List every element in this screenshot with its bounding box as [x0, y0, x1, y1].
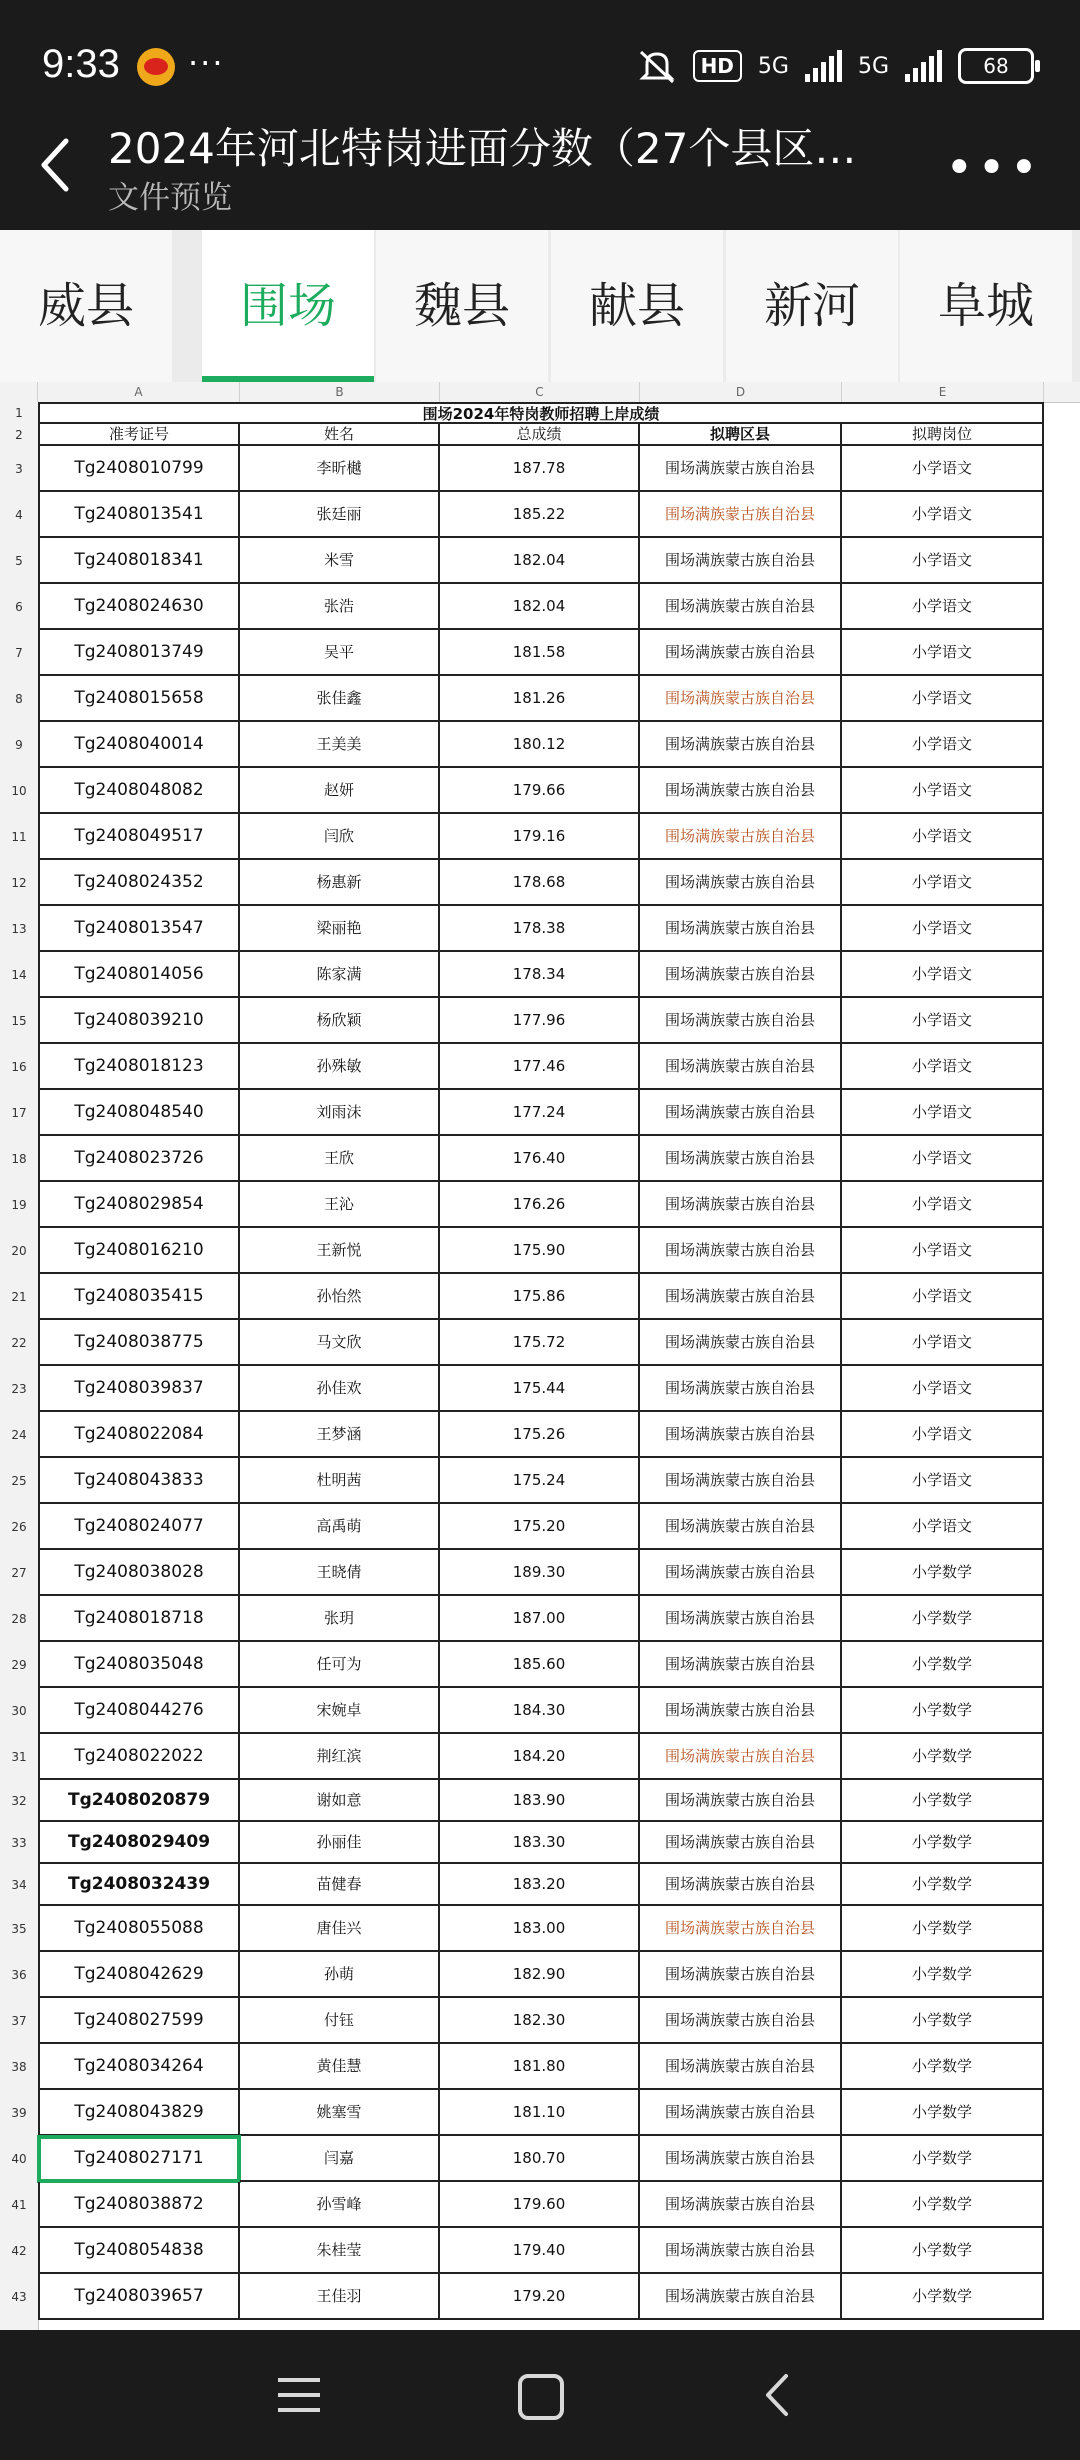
row-number[interactable]: 11 — [11, 830, 27, 844]
corner-cell — [0, 382, 38, 402]
row-number[interactable]: 20 — [11, 1244, 27, 1258]
system-nav-bar — [0, 2330, 1080, 2460]
table-cell-id[interactable]: Tg2408014056 — [38, 952, 240, 998]
row-number[interactable]: 21 — [11, 1290, 27, 1304]
table-cell-name[interactable]: 任可为 — [240, 1642, 440, 1688]
row-number[interactable]: 16 — [11, 1060, 27, 1074]
row-number[interactable]: 22 — [11, 1336, 27, 1350]
table-cell-county[interactable]: 围场满族蒙古族自治县 — [640, 2090, 842, 2136]
row-number[interactable]: 35 — [11, 1922, 27, 1936]
table-cell-id[interactable]: Tg2408018341 — [38, 538, 240, 584]
table-cell-id[interactable]: Tg2408018123 — [38, 1044, 240, 1090]
row-number[interactable]: 8 — [15, 692, 23, 706]
table-cell-county[interactable]: 围场满族蒙古族自治县 — [640, 2182, 842, 2228]
document-title: 2024年河北特岗进面分数（27个县区… — [108, 124, 857, 173]
row-number[interactable]: 12 — [11, 876, 27, 890]
table-cell-county[interactable]: 围场满族蒙古族自治县 — [640, 2044, 842, 2090]
table-cell-score[interactable]: 181.58 — [440, 630, 640, 676]
table-cell-post[interactable]: 小学语文 — [842, 446, 1044, 492]
more-icon[interactable]: ••• — [945, 140, 1042, 196]
table-cell-id[interactable]: Tg2408040014 — [38, 722, 240, 768]
table-cell-county[interactable]: 围场满族蒙古族自治县 — [640, 1952, 842, 1998]
table-cell-post[interactable]: 小学数学 — [842, 1864, 1044, 1906]
row-number[interactable]: 23 — [11, 1382, 27, 1396]
status-time: 9:33 — [42, 42, 120, 86]
table-cell-county[interactable]: 围场满族蒙古族自治县 — [640, 952, 842, 998]
table-cell-score[interactable]: 182.30 — [440, 1998, 640, 2044]
table-cell-score[interactable]: 177.96 — [440, 998, 640, 1044]
table-cell-name[interactable]: 王新悦 — [240, 1228, 440, 1274]
table-cell-county[interactable]: 围场满族蒙古族自治县 — [640, 538, 842, 584]
table-cell-post[interactable]: 小学语文 — [842, 1412, 1044, 1458]
table-cell-county[interactable]: 围场满族蒙古族自治县 — [640, 1458, 842, 1504]
table-cell-score[interactable]: 183.90 — [440, 1780, 640, 1822]
table-cell-id[interactable]: Tg2408042629 — [38, 1952, 240, 1998]
table-cell-county[interactable]: 围场满族蒙古族自治县 — [640, 2274, 842, 2320]
table-cell-score[interactable]: 183.00 — [440, 1906, 640, 1952]
nav-back-icon[interactable] — [762, 2372, 792, 2418]
table-cell-id[interactable]: Tg2408048540 — [38, 1090, 240, 1136]
table-cell-id[interactable]: Tg2408027171 — [38, 2136, 240, 2182]
table-cell-score[interactable]: 176.26 — [440, 1182, 640, 1228]
table-cell-name[interactable]: 杨惠新 — [240, 860, 440, 906]
table-cell-county[interactable]: 围场满族蒙古族自治县 — [640, 1998, 842, 2044]
header-cell[interactable]: 总成绩 — [440, 424, 640, 446]
table-cell-name[interactable]: 王晓倩 — [240, 1550, 440, 1596]
row-number[interactable]: 15 — [11, 1014, 27, 1028]
table-cell-name[interactable]: 荆红滨 — [240, 1734, 440, 1780]
row-number[interactable]: 10 — [11, 784, 27, 798]
table-cell-county[interactable]: 围场满族蒙古族自治县 — [640, 906, 842, 952]
tab-weixian[interactable]: 威县 — [0, 230, 172, 382]
table-cell-name[interactable]: 梁丽艳 — [240, 906, 440, 952]
table-cell-post[interactable]: 小学语文 — [842, 1458, 1044, 1504]
table-cell-post[interactable]: 小学语文 — [842, 768, 1044, 814]
row-number[interactable]: 38 — [11, 2060, 27, 2074]
table-cell-id[interactable]: Tg2408015658 — [38, 676, 240, 722]
table-cell-county[interactable]: 围场满族蒙古族自治县 — [640, 1320, 842, 1366]
table-cell-id[interactable]: Tg2408043829 — [38, 2090, 240, 2136]
table-cell-post[interactable]: 小学语文 — [842, 1136, 1044, 1182]
signal-icon-2 — [905, 50, 942, 82]
table-cell-county[interactable]: 围场满族蒙古族自治县 — [640, 676, 842, 722]
table-cell-id[interactable]: Tg2408013541 — [38, 492, 240, 538]
table-cell-id[interactable]: Tg2408039837 — [38, 1366, 240, 1412]
table-cell-score[interactable]: 183.20 — [440, 1864, 640, 1906]
top-bar — [0, 0, 1080, 230]
table-cell-post[interactable]: 小学语文 — [842, 1182, 1044, 1228]
table-cell-post[interactable]: 小学数学 — [842, 1688, 1044, 1734]
table-cell-id[interactable]: Tg2408029854 — [38, 1182, 240, 1228]
table-cell-county[interactable]: 围场满族蒙古族自治县 — [640, 1136, 842, 1182]
row-number[interactable]: 36 — [11, 1968, 27, 1982]
table-cell-id[interactable]: Tg2408055088 — [38, 1906, 240, 1952]
table-cell-county[interactable]: 围场满族蒙古族自治县 — [640, 768, 842, 814]
table-cell-id[interactable]: Tg2408020879 — [38, 1780, 240, 1822]
table-cell-score[interactable]: 185.22 — [440, 492, 640, 538]
table-cell-id[interactable]: Tg2408035415 — [38, 1274, 240, 1320]
table-cell-score[interactable]: 187.00 — [440, 1596, 640, 1642]
table-cell-post[interactable]: 小学语文 — [842, 1090, 1044, 1136]
row-number[interactable]: 1 — [15, 406, 23, 420]
table-cell-county[interactable]: 围场满族蒙古族自治县 — [640, 1044, 842, 1090]
header-cell[interactable]: 拟聘岗位 — [842, 424, 1044, 446]
row-number[interactable]: 32 — [11, 1794, 27, 1808]
table-cell-county[interactable]: 围场满族蒙古族自治县 — [640, 1688, 842, 1734]
table-cell-id[interactable]: Tg2408054838 — [38, 2228, 240, 2274]
mute-icon — [637, 48, 677, 84]
row-number[interactable]: 33 — [11, 1836, 27, 1850]
battery-icon: 68 — [958, 48, 1034, 84]
table-cell-county[interactable]: 围场满族蒙古族自治县 — [640, 722, 842, 768]
weibo-icon — [137, 48, 175, 86]
table-cell-post[interactable]: 小学语文 — [842, 860, 1044, 906]
row-number[interactable]: 42 — [11, 2244, 27, 2258]
table-cell-score[interactable]: 189.30 — [440, 1550, 640, 1596]
column-header[interactable]: D — [640, 382, 842, 402]
table-cell-score[interactable]: 181.26 — [440, 676, 640, 722]
table-cell-id[interactable]: Tg2408029409 — [38, 1822, 240, 1864]
table-cell-score[interactable]: 175.20 — [440, 1504, 640, 1550]
table-cell-id[interactable]: Tg2408024630 — [38, 584, 240, 630]
table-cell-name[interactable]: 吴平 — [240, 630, 440, 676]
table-cell-score[interactable]: 178.38 — [440, 906, 640, 952]
table-cell-county[interactable]: 围场满族蒙古族自治县 — [640, 446, 842, 492]
table-cell-post[interactable]: 小学语文 — [842, 1504, 1044, 1550]
status-icons — [637, 44, 1034, 88]
table-cell-name[interactable]: 孙佳欢 — [240, 1366, 440, 1412]
row-number[interactable]: 30 — [11, 1704, 27, 1718]
table-cell-name[interactable]: 黄佳慧 — [240, 2044, 440, 2090]
table-cell-name[interactable]: 唐佳兴 — [240, 1906, 440, 1952]
table-cell-id[interactable]: Tg2408038775 — [38, 1320, 240, 1366]
table-cell-county[interactable]: 围场满族蒙古族自治县 — [640, 1228, 842, 1274]
table-cell-post[interactable]: 小学数学 — [842, 1952, 1044, 1998]
column-header[interactable]: A — [38, 382, 240, 402]
table-cell-id[interactable]: Tg2408038872 — [38, 2182, 240, 2228]
table-cell-id[interactable]: Tg2408032439 — [38, 1864, 240, 1906]
column-header-bar — [0, 382, 1080, 403]
table-cell-id[interactable]: Tg2408043833 — [38, 1458, 240, 1504]
row-number[interactable]: 27 — [11, 1566, 27, 1580]
table-cell-post[interactable]: 小学数学 — [842, 1734, 1044, 1780]
row-number[interactable]: 4 — [15, 508, 23, 522]
table-cell-score[interactable]: 178.68 — [440, 860, 640, 906]
row-number[interactable]: 43 — [11, 2290, 27, 2304]
table-cell-post[interactable]: 小学数学 — [842, 2228, 1044, 2274]
table-cell-county[interactable]: 围场满族蒙古族自治县 — [640, 1412, 842, 1458]
table-cell-score[interactable]: 180.70 — [440, 2136, 640, 2182]
table-cell-score[interactable]: 185.60 — [440, 1642, 640, 1688]
table-cell-score[interactable]: 184.20 — [440, 1734, 640, 1780]
hd-icon: HD — [693, 50, 742, 82]
table-cell-id[interactable]: Tg2408048082 — [38, 768, 240, 814]
network-label-2: 5G — [857, 53, 889, 79]
table-cell-id[interactable]: Tg2408024077 — [38, 1504, 240, 1550]
table-cell-post[interactable]: 小学数学 — [842, 2090, 1044, 2136]
table-cell-name[interactable]: 陈家满 — [240, 952, 440, 998]
table-cell-score[interactable]: 175.44 — [440, 1366, 640, 1412]
table-cell-name[interactable]: 闫嘉 — [240, 2136, 440, 2182]
table-cell-name[interactable]: 孙丽佳 — [240, 1822, 440, 1864]
table-cell-county[interactable]: 围场满族蒙古族自治县 — [640, 998, 842, 1044]
table-cell-county[interactable]: 围场满族蒙古族自治县 — [640, 1864, 842, 1906]
row-number[interactable]: 34 — [11, 1878, 27, 1892]
document-subtitle: 文件预览 — [108, 180, 232, 216]
table-cell-county[interactable]: 围场满族蒙古族自治县 — [640, 1366, 842, 1412]
row-number[interactable]: 26 — [11, 1520, 27, 1534]
back-arrow-icon[interactable] — [36, 135, 76, 195]
table-cell-score[interactable]: 179.20 — [440, 2274, 640, 2320]
table-cell-post[interactable]: 小学语文 — [842, 906, 1044, 952]
table-cell-name[interactable]: 朱桂莹 — [240, 2228, 440, 2274]
table-cell-score[interactable]: 183.30 — [440, 1822, 640, 1864]
sheet-tabs — [0, 230, 1080, 382]
table-cell-post[interactable]: 小学语文 — [842, 1320, 1044, 1366]
tab-xianxian[interactable]: 献县 — [551, 230, 723, 382]
row-number[interactable]: 31 — [11, 1750, 27, 1764]
header-cell[interactable]: 准考证号 — [38, 424, 240, 446]
table-cell-name[interactable]: 王佳羽 — [240, 2274, 440, 2320]
table-cell-score[interactable]: 181.10 — [440, 2090, 640, 2136]
more-notifications-icon: ··· — [188, 44, 225, 82]
table-cell-name[interactable]: 谢如意 — [240, 1780, 440, 1822]
table-cell-id[interactable]: Tg2408022084 — [38, 1412, 240, 1458]
row-number[interactable]: 13 — [11, 922, 27, 936]
home-icon[interactable] — [518, 2374, 564, 2420]
row-number[interactable]: 29 — [11, 1658, 27, 1672]
network-label-1: 5G — [757, 53, 789, 79]
table-cell-name[interactable]: 宋婉卓 — [240, 1688, 440, 1734]
table-cell-name[interactable]: 赵妍 — [240, 768, 440, 814]
table-cell-score[interactable]: 176.40 — [440, 1136, 640, 1182]
table-cell-post[interactable]: 小学语文 — [842, 584, 1044, 630]
table-cell-score[interactable]: 179.66 — [440, 768, 640, 814]
table-cell-name[interactable]: 闫欣 — [240, 814, 440, 860]
column-header[interactable]: E — [842, 382, 1044, 402]
table-cell-score[interactable]: 175.72 — [440, 1320, 640, 1366]
table-cell-id[interactable]: Tg2408013547 — [38, 906, 240, 952]
table-cell-id[interactable]: Tg2408018718 — [38, 1596, 240, 1642]
table-cell-score[interactable]: 179.40 — [440, 2228, 640, 2274]
table-cell-score[interactable]: 182.04 — [440, 584, 640, 630]
table-cell-id[interactable]: Tg2408022022 — [38, 1734, 240, 1780]
tab-fucheng[interactable]: 阜城 — [900, 230, 1072, 382]
table-cell-post[interactable]: 小学语文 — [842, 492, 1044, 538]
table-cell-id[interactable]: Tg2408023726 — [38, 1136, 240, 1182]
table-cell-score[interactable]: 175.26 — [440, 1412, 640, 1458]
signal-icon — [805, 50, 842, 82]
table-cell-county[interactable]: 围场满族蒙古族自治县 — [640, 1090, 842, 1136]
table-cell-post[interactable]: 小学语文 — [842, 630, 1044, 676]
table-cell-id[interactable]: Tg2408034264 — [38, 2044, 240, 2090]
row-number[interactable]: 14 — [11, 968, 27, 982]
row-number[interactable]: 18 — [11, 1152, 27, 1166]
table-cell-id[interactable]: Tg2408038028 — [38, 1550, 240, 1596]
table-cell-county[interactable]: 围场满族蒙古族自治县 — [640, 1906, 842, 1952]
table-cell-post[interactable]: 小学数学 — [842, 1998, 1044, 2044]
table-cell-county[interactable]: 围场满族蒙古族自治县 — [640, 860, 842, 906]
table-cell-county[interactable]: 围场满族蒙古族自治县 — [640, 1822, 842, 1864]
table-cell-post[interactable]: 小学数学 — [842, 1822, 1044, 1864]
row-number[interactable]: 28 — [11, 1612, 27, 1626]
column-header[interactable]: B — [240, 382, 440, 402]
row-number[interactable]: 37 — [11, 2014, 27, 2028]
spreadsheet[interactable] — [0, 382, 1080, 2330]
table-cell-name[interactable]: 张浩 — [240, 584, 440, 630]
table-cell-county[interactable]: 围场满族蒙古族自治县 — [640, 814, 842, 860]
table-cell-name[interactable]: 王梦涵 — [240, 1412, 440, 1458]
table-cell-name[interactable]: 米雪 — [240, 538, 440, 584]
table-cell-post[interactable]: 小学语文 — [842, 1228, 1044, 1274]
row-number[interactable]: 19 — [11, 1198, 27, 1212]
table-cell-post[interactable]: 小学数学 — [842, 1550, 1044, 1596]
tab-weichang[interactable]: 围场 — [202, 230, 374, 382]
table-cell-score[interactable]: 175.24 — [440, 1458, 640, 1504]
table-cell-id[interactable]: Tg2408049517 — [38, 814, 240, 860]
table-cell-post[interactable]: 小学语文 — [842, 814, 1044, 860]
table-cell-county[interactable]: 围场满族蒙古族自治县 — [640, 630, 842, 676]
table-cell-county[interactable]: 围场满族蒙古族自治县 — [640, 1182, 842, 1228]
table-cell-name[interactable]: 李昕樾 — [240, 446, 440, 492]
status-bar — [0, 0, 1080, 120]
row-number[interactable]: 7 — [15, 646, 23, 660]
table-cell-name[interactable]: 孙怡然 — [240, 1274, 440, 1320]
table-cell-county[interactable]: 围场满族蒙古族自治县 — [640, 492, 842, 538]
table-cell-id[interactable]: Tg2408024352 — [38, 860, 240, 906]
table-cell-name[interactable]: 张佳鑫 — [240, 676, 440, 722]
table-cell-name[interactable]: 王沁 — [240, 1182, 440, 1228]
table-cell-score[interactable]: 187.78 — [440, 446, 640, 492]
table-cell-score[interactable]: 178.34 — [440, 952, 640, 998]
row-number[interactable]: 39 — [11, 2106, 27, 2120]
table-cell-name[interactable]: 孙萌 — [240, 1952, 440, 1998]
table-cell-score[interactable]: 181.80 — [440, 2044, 640, 2090]
table-cell-score[interactable]: 177.24 — [440, 1090, 640, 1136]
table-cell-post[interactable]: 小学数学 — [842, 2274, 1044, 2320]
table-cell-post[interactable]: 小学数学 — [842, 2044, 1044, 2090]
row-number[interactable]: 6 — [15, 600, 23, 614]
table-cell-score[interactable]: 175.90 — [440, 1228, 640, 1274]
table-cell-name[interactable]: 王美美 — [240, 722, 440, 768]
table-cell-county[interactable]: 围场满族蒙古族自治县 — [640, 584, 842, 630]
table-cell-post[interactable]: 小学语文 — [842, 538, 1044, 584]
table-cell-name[interactable]: 苗健春 — [240, 1864, 440, 1906]
table-cell-post[interactable]: 小学数学 — [842, 2136, 1044, 2182]
table-cell-id[interactable]: Tg2408010799 — [38, 446, 240, 492]
table-cell-name[interactable]: 高禹萌 — [240, 1504, 440, 1550]
sheet-title[interactable]: 围场2024年特岗教师招聘上岸成绩 — [38, 402, 1044, 424]
column-header[interactable]: C — [440, 382, 640, 402]
table-cell-name[interactable]: 张廷丽 — [240, 492, 440, 538]
table-cell-county[interactable]: 围场满族蒙古族自治县 — [640, 1504, 842, 1550]
row-number[interactable]: 40 — [11, 2152, 27, 2166]
table-cell-name[interactable]: 刘雨沫 — [240, 1090, 440, 1136]
table-cell-post[interactable]: 小学数学 — [842, 1642, 1044, 1688]
table-cell-id[interactable]: Tg2408039210 — [38, 998, 240, 1044]
table-cell-score[interactable]: 182.90 — [440, 1952, 640, 1998]
table-cell-post[interactable]: 小学语文 — [842, 1044, 1044, 1090]
row-number[interactable]: 9 — [15, 738, 23, 752]
header-cell[interactable]: 姓名 — [240, 424, 440, 446]
header-cell[interactable]: 拟聘区县 — [640, 424, 842, 446]
table-cell-county[interactable]: 围场满族蒙古族自治县 — [640, 1550, 842, 1596]
row-number[interactable]: 17 — [11, 1106, 27, 1120]
table-cell-score[interactable]: 180.12 — [440, 722, 640, 768]
table-cell-county[interactable]: 围场满族蒙古族自治县 — [640, 1274, 842, 1320]
row-number[interactable]: 41 — [11, 2198, 27, 2212]
row-number[interactable]: 25 — [11, 1474, 27, 1488]
row-header-bar — [0, 402, 39, 2330]
table-cell-score[interactable]: 177.46 — [440, 1044, 640, 1090]
table-cell-post[interactable]: 小学语文 — [842, 998, 1044, 1044]
table-cell-score[interactable]: 179.60 — [440, 2182, 640, 2228]
table-cell-post[interactable]: 小学语文 — [842, 1274, 1044, 1320]
table-cell-id[interactable]: Tg2408013749 — [38, 630, 240, 676]
table-cell-id[interactable]: Tg2408039657 — [38, 2274, 240, 2320]
table-cell-county[interactable]: 围场满族蒙古族自治县 — [640, 1596, 842, 1642]
table-cell-post[interactable]: 小学数学 — [842, 1596, 1044, 1642]
table-cell-name[interactable]: 孙雪峰 — [240, 2182, 440, 2228]
table-cell-post[interactable]: 小学数学 — [842, 1906, 1044, 1952]
row-number[interactable]: 3 — [15, 462, 23, 476]
row-number[interactable]: 5 — [15, 554, 23, 568]
table-cell-county[interactable]: 围场满族蒙古族自治县 — [640, 1780, 842, 1822]
table-cell-id[interactable]: Tg2408035048 — [38, 1642, 240, 1688]
table-cell-score[interactable]: 182.04 — [440, 538, 640, 584]
table-cell-name[interactable]: 付钰 — [240, 1998, 440, 2044]
tab-weixian-2[interactable]: 魏县 — [376, 230, 548, 382]
table-cell-name[interactable]: 杜明茜 — [240, 1458, 440, 1504]
table-cell-post[interactable]: 小学数学 — [842, 2182, 1044, 2228]
table-cell-name[interactable]: 张玥 — [240, 1596, 440, 1642]
table-cell-name[interactable]: 马文欣 — [240, 1320, 440, 1366]
table-cell-post[interactable]: 小学语文 — [842, 952, 1044, 998]
table-cell-name[interactable]: 孙殊敏 — [240, 1044, 440, 1090]
table-cell-score[interactable]: 184.30 — [440, 1688, 640, 1734]
menu-icon[interactable] — [278, 2378, 320, 2412]
table-cell-county[interactable]: 围场满族蒙古族自治县 — [640, 2136, 842, 2182]
table-cell-post[interactable]: 小学语文 — [842, 1366, 1044, 1412]
table-cell-name[interactable]: 姚塞雪 — [240, 2090, 440, 2136]
table-cell-county[interactable]: 围场满族蒙古族自治县 — [640, 1642, 842, 1688]
table-cell-id[interactable]: Tg2408027599 — [38, 1998, 240, 2044]
table-cell-post[interactable]: 小学语文 — [842, 676, 1044, 722]
row-number[interactable]: 24 — [11, 1428, 27, 1442]
table-cell-name[interactable]: 杨欣颖 — [240, 998, 440, 1044]
table-cell-score[interactable]: 179.16 — [440, 814, 640, 860]
table-cell-id[interactable]: Tg2408016210 — [38, 1228, 240, 1274]
table-cell-post[interactable]: 小学数学 — [842, 1780, 1044, 1822]
table-cell-score[interactable]: 175.86 — [440, 1274, 640, 1320]
table-cell-id[interactable]: Tg2408044276 — [38, 1688, 240, 1734]
table-cell-name[interactable]: 王欣 — [240, 1136, 440, 1182]
table-cell-post[interactable]: 小学语文 — [842, 722, 1044, 768]
tab-xinhe[interactable]: 新河 — [726, 230, 898, 382]
table-cell-county[interactable]: 围场满族蒙古族自治县 — [640, 2228, 842, 2274]
table-cell-county[interactable]: 围场满族蒙古族自治县 — [640, 1734, 842, 1780]
row-number[interactable]: 2 — [15, 428, 23, 442]
